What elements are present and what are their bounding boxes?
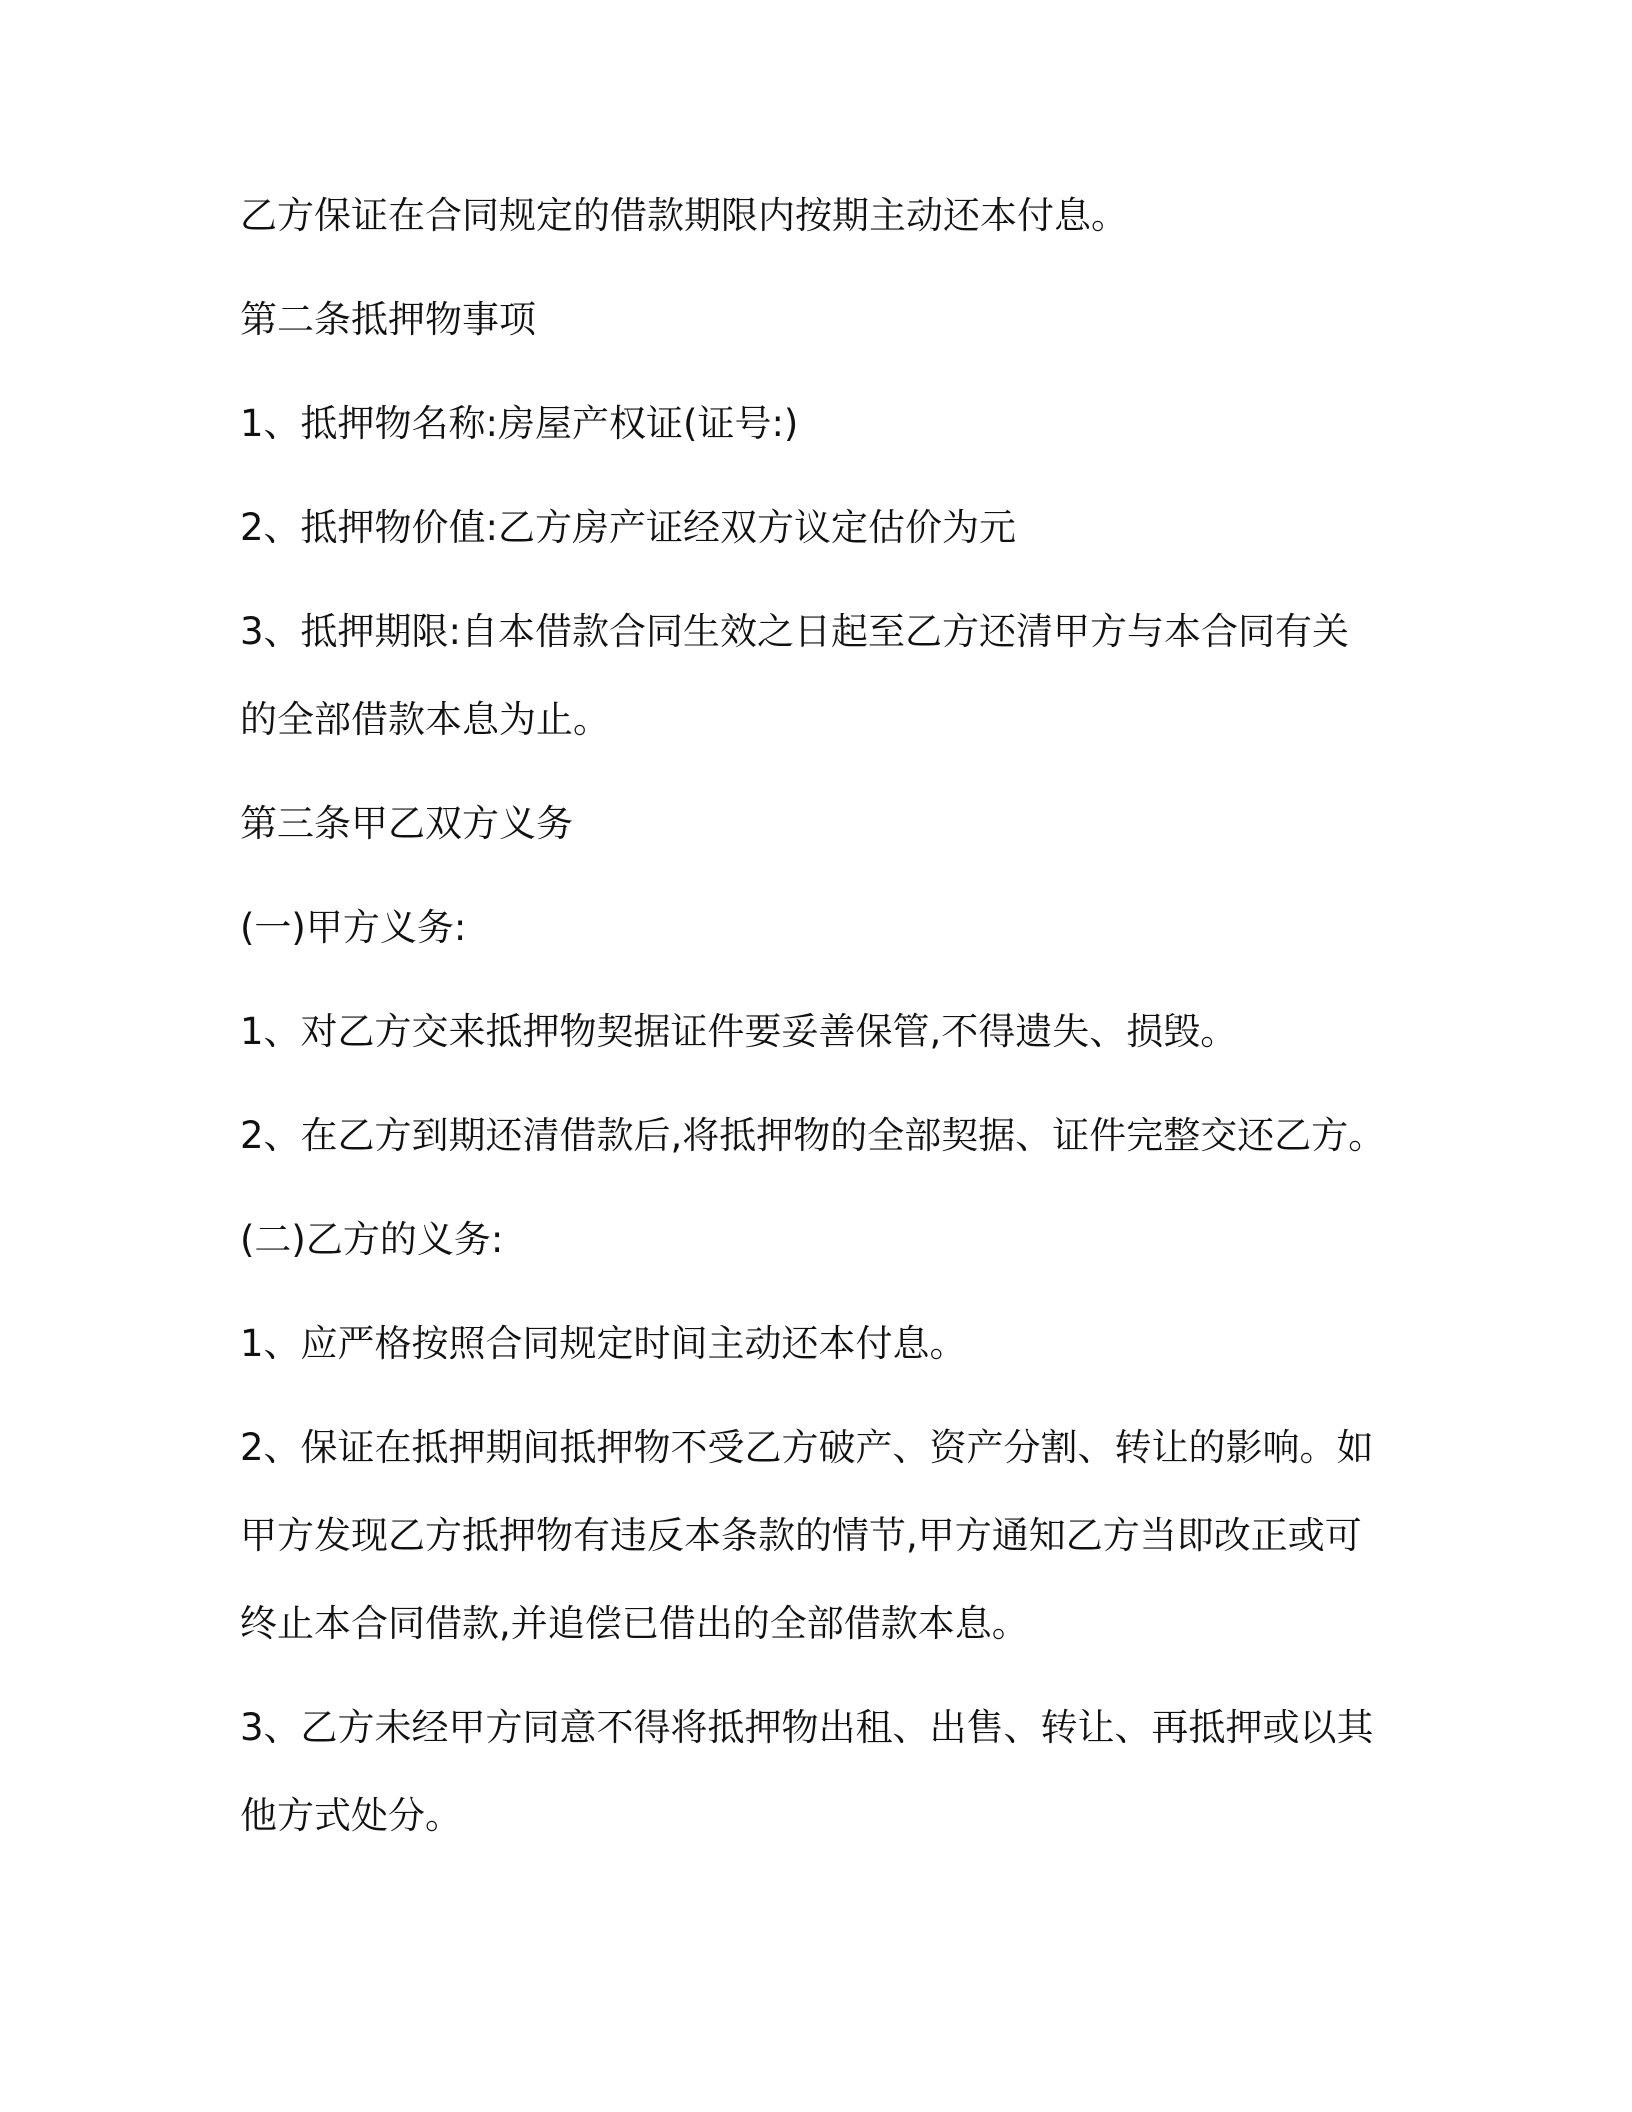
paragraph-party-b-obligation-2	[240, 1422, 1400, 1650]
paragraph-collateral-term	[240, 606, 1400, 746]
text-line: 乙方保证在合同规定的借款期限内按期主动还本付息。	[240, 194, 1128, 237]
heading-party-b-obligations	[240, 1214, 1400, 1266]
text-line: 终止本合同借款,并追偿已借出的全部借款本息。	[240, 1602, 1029, 1645]
text-line: 2、抵押物价值:乙方房产证经双方议定估价为元	[240, 506, 1017, 549]
paragraph-party-b-obligation-3	[240, 1702, 1400, 1842]
text-line: 第三条甲乙双方义务	[240, 802, 573, 845]
heading-article-three	[240, 798, 1400, 850]
document-body	[240, 190, 1400, 1842]
text-line: 2、在乙方到期还清借款后,将抵押物的全部契据、证件完整交还乙方。	[240, 1114, 1386, 1157]
text-line: 的全部借款本息为止。	[240, 698, 610, 741]
heading-article-two	[240, 294, 1400, 346]
paragraph-party-a-obligation-1	[240, 1006, 1400, 1058]
text-line: 1、对乙方交来抵押物契据证件要妥善保管,不得遗失、损毁。	[240, 1010, 1238, 1053]
heading-party-a-obligations	[240, 902, 1400, 954]
text-line: 2、保证在抵押期间抵押物不受乙方破产、资产分割、转让的影响。如	[240, 1426, 1374, 1469]
text-line: 1、应严格按照合同规定时间主动还本付息。	[240, 1322, 967, 1365]
text-line: 1、抵押物名称:房屋产权证(证号:)	[240, 402, 799, 445]
paragraph-repayment-guarantee	[240, 190, 1400, 242]
paragraph-party-b-obligation-1	[240, 1318, 1400, 1370]
text-line: 甲方发现乙方抵押物有违反本条款的情节,甲方通知乙方当即改正或可	[240, 1514, 1362, 1557]
text-line: 第二条抵押物事项	[240, 298, 536, 341]
text-line: 3、乙方未经甲方同意不得将抵押物出租、出售、转让、再抵押或以其	[240, 1706, 1374, 1749]
text-line: 3、抵押期限:自本借款合同生效之日起至乙方还清甲方与本合同有关	[240, 610, 1350, 653]
text-line: (一)甲方义务:	[240, 906, 467, 949]
paragraph-collateral-value	[240, 502, 1400, 554]
text-line: (二)乙方的义务:	[240, 1218, 504, 1261]
paragraph-party-a-obligation-2	[240, 1110, 1400, 1162]
paragraph-collateral-name	[240, 398, 1400, 450]
text-line: 他方式处分。	[240, 1794, 462, 1837]
